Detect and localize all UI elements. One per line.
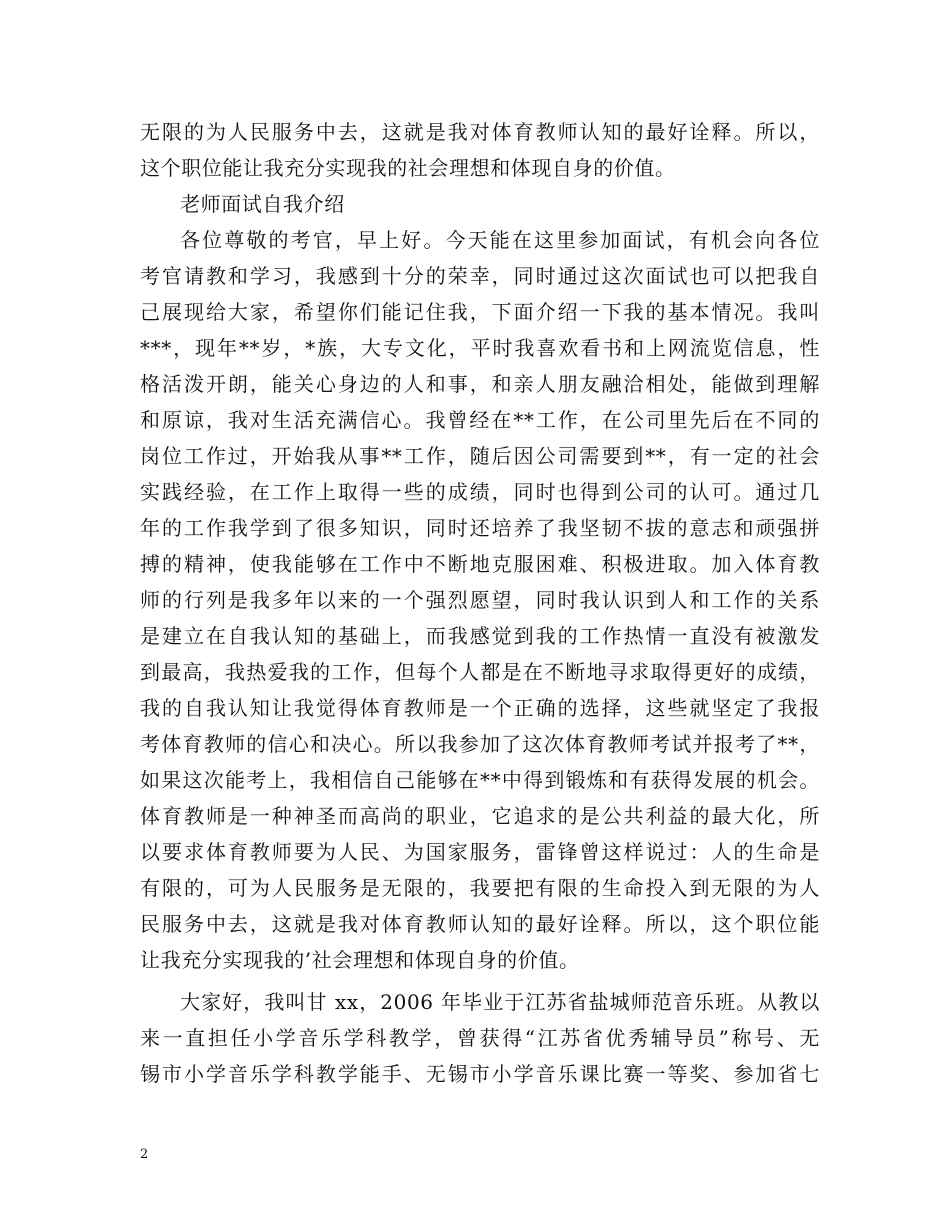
document-body <box>140 114 820 1092</box>
text-line: 体育教师是一种神圣而高尚的职业，它追求的是公共利益的最大化，所 <box>140 804 820 828</box>
text-line: 搏的精神，使我能够在工作中不断地克服困难、积极进取。加入体育教 <box>140 552 820 576</box>
text-line: 己展现给大家，希望你们能记住我，下面介绍一下我的基本情况。我叫 <box>140 300 820 324</box>
text-line: 来一直担任小学音乐学科教学，曾获得“江苏省优秀辅导员”称号、无 <box>140 1026 820 1050</box>
text-line: 年的工作我学到了很多知识，同时还培养了我坚韧不拔的意志和顽强拼 <box>140 516 820 540</box>
text-line: 各位尊敬的考官，早上好。今天能在这里参加面试，有机会向各位 <box>180 228 820 252</box>
page-number: 2 <box>140 1147 149 1162</box>
text-line: 锡市小学音乐学科教学能手、无锡市小学音乐课比赛一等奖、参加省七 <box>140 1062 820 1086</box>
text-line: 考官请教和学习，我感到十分的荣幸，同时通过这次面试也可以把我自 <box>140 264 820 288</box>
text-line: 和原谅，我对生活充满信心。我曾经在**工作，在公司里先后在不同的 <box>140 408 820 432</box>
text-line: 这个职位能让我充分实现我的社会理想和体现自身的价值。 <box>140 156 676 180</box>
text-line: 老师面试自我介绍 <box>180 192 345 216</box>
text-line: 让我充分实现我的’社会理想和体现自身的价值。 <box>140 948 580 972</box>
text-line: 师的行列是我多年以来的一个强烈愿望，同时我认识到人和工作的关系 <box>140 588 820 612</box>
text-line: 到最高，我热爱我的工作，但每个人都是在不断地寻求取得更好的成绩， <box>140 660 820 684</box>
text-line: 考体育教师的信心和决心。所以我参加了这次体育教师考试并报考了**， <box>140 732 820 756</box>
text-line: ***，现年**岁，*族，大专文化，平时我喜欢看书和上网流览信息，性 <box>140 336 820 360</box>
text-line: 以要求体育教师要为人民、为国家服务，雷锋曾这样说过：人的生命是 <box>140 840 820 864</box>
text-line: 大家好，我叫甘 xx，2006 年毕业于江苏省盐城师范音乐班。从教以 <box>180 990 820 1014</box>
text-line: 岗位工作过，开始我从事**工作，随后因公司需要到**，有一定的社会 <box>140 444 820 468</box>
text-line: 无限的为人民服务中去，这就是我对体育教师认知的最好诠释。所以， <box>140 120 820 144</box>
text-line: 如果这次能考上，我相信自己能够在**中得到锻炼和有获得发展的机会。 <box>140 768 820 792</box>
text-line: 实践经验，在工作上取得一些的成绩，同时也得到公司的认可。通过几 <box>140 480 820 504</box>
text-line: 我的自我认知让我觉得体育教师是一个正确的选择，这些就坚定了我报 <box>140 696 820 720</box>
text-line: 格活泼开朗，能关心身边的人和事，和亲人朋友融洽相处，能做到理解 <box>140 372 820 396</box>
text-line: 民服务中去，这就是我对体育教师认知的最好诠释。所以，这个职位能 <box>140 912 820 936</box>
text-line: 是建立在自我认知的基础上，而我感觉到我的工作热情一直没有被激发 <box>140 624 820 648</box>
text-line: 有限的，可为人民服务是无限的，我要把有限的生命投入到无限的为人 <box>140 876 820 900</box>
